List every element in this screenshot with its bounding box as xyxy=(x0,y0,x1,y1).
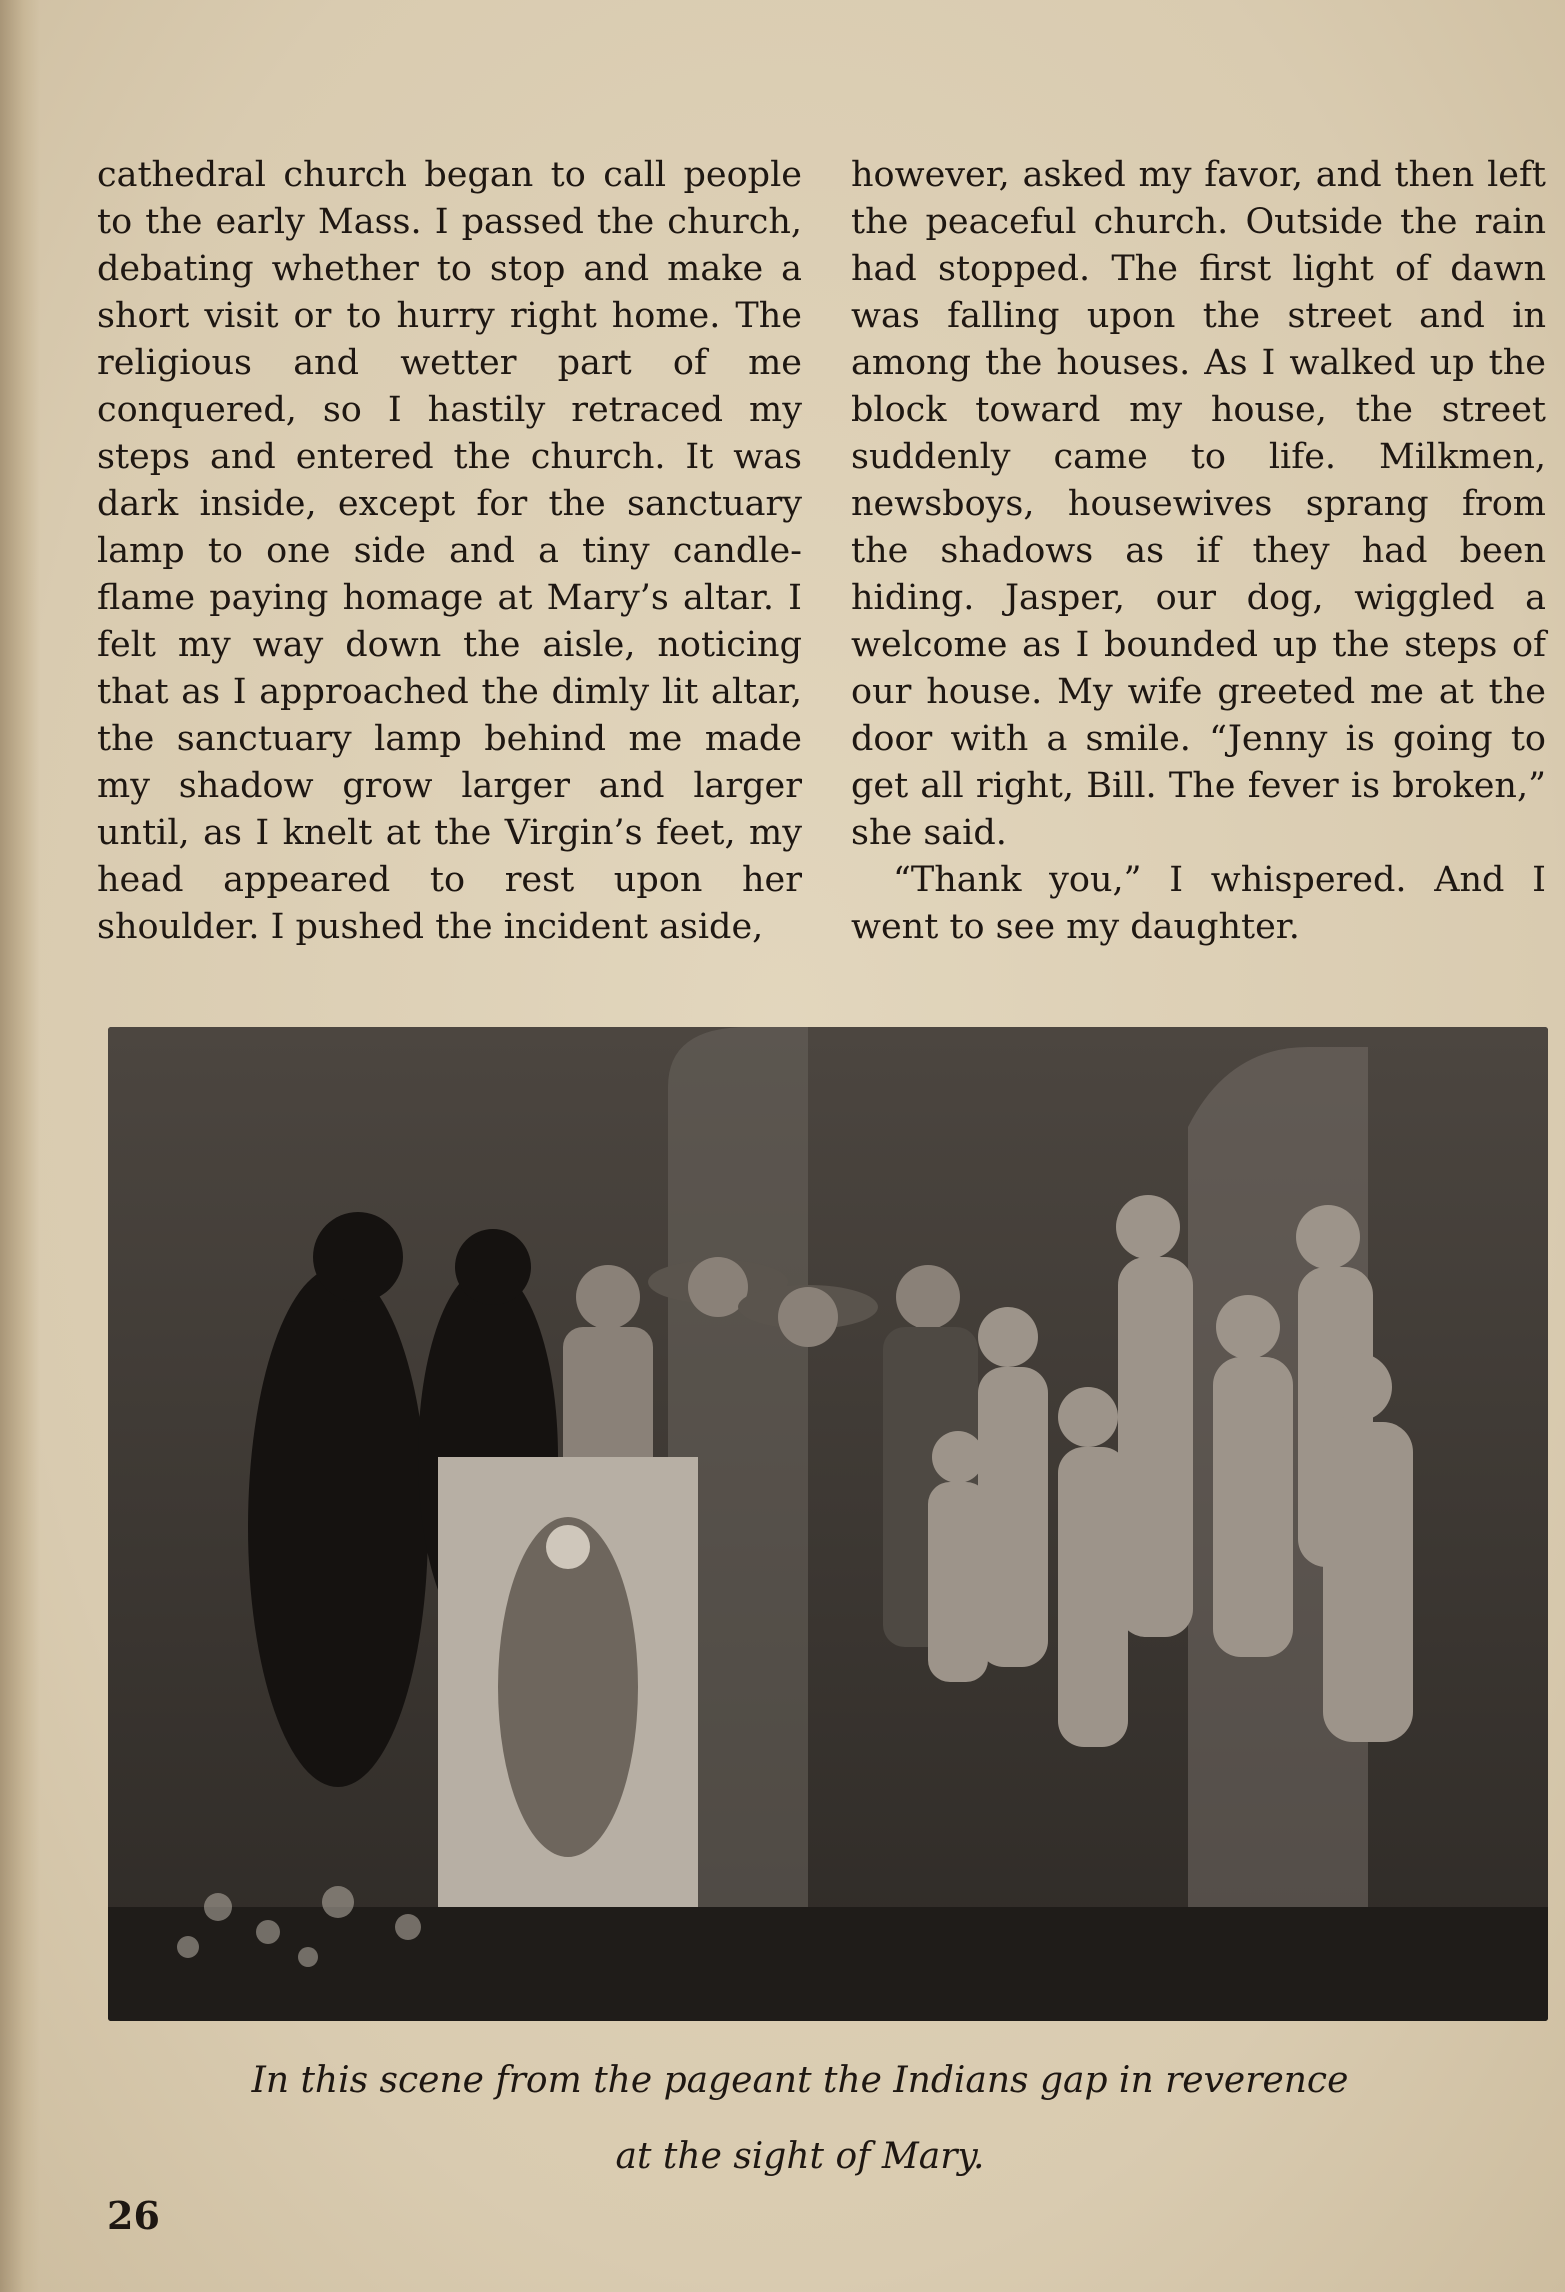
right-paragraph-1: however, asked my favor, and then left the peaceful church. Outside the rain had stopped. The first light of dawn was falling upon the street and in among the houses. As I walked up the block toward my house, the street suddenly came to life. Milkmen, newsboys, housewives sprang from the shadows as if they had been hiding. Jasper, our dog, wiggled a welcome as I bounded up the steps of our house. My wife greeted me at the door with a smile. “Jenny is going to get all right, Bill. The fever is broken,” she said. xyxy=(851,155,1546,853)
page-spine-shadow xyxy=(0,0,40,2292)
photo-caption-line-1: In this scene from the pageant the Indians gap in reverence xyxy=(251,2060,1349,2101)
virgin-painting xyxy=(438,1457,698,1907)
photo-caption-line-2: at the sight of Mary. xyxy=(615,2136,985,2177)
pageant-photo-illustration xyxy=(108,1027,1548,2021)
article-right-column xyxy=(851,152,1546,951)
right-paragraph-2: “Thank you,” I whispered. And I went to see my daughter. xyxy=(851,860,1546,947)
pageant-photograph xyxy=(108,1027,1548,2021)
page-number: 26 xyxy=(107,2193,160,2238)
article-left-column xyxy=(97,152,802,951)
left-paragraph-1: cathedral church began to call people to the early Mass. I passed the church, debating whether to stop and make a short visit or to hurry right home. The religious and wetter part of me conquered, so I hastily retraced my steps and entered the church. It was dark inside, except for the sanctuary lamp to one side and a tiny candle-flame paying homage at Mary’s altar. I felt my way down the aisle, noticing that as I approached the dimly lit altar, the sanctuary lamp behind me made my shadow grow larger and larger until, as I knelt at the Virgin’s feet, my head appeared to rest upon her shoulder. I pushed the incident aside, xyxy=(97,155,802,947)
